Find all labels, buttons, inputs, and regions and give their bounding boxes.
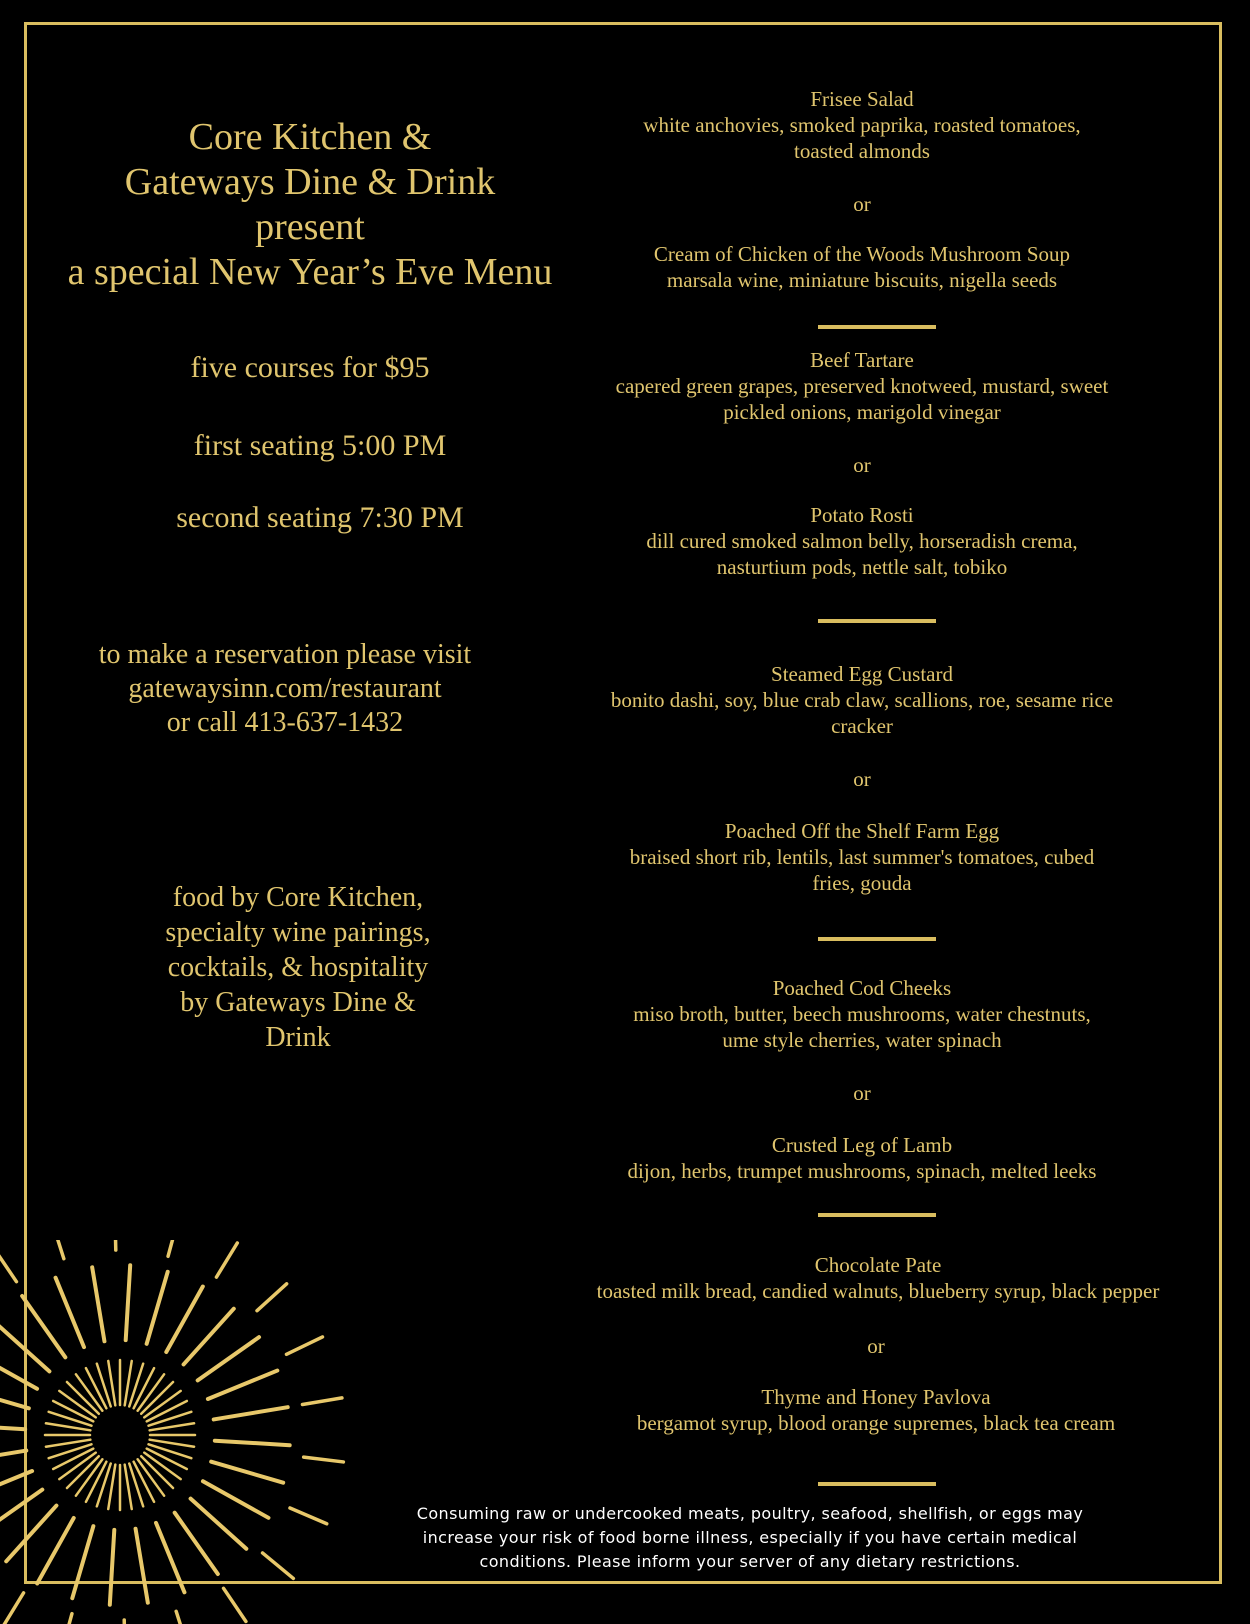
credits-line-3: cocktails, & hospitality <box>167 952 429 983</box>
food-safety-disclaimer <box>380 1502 1120 1574</box>
dish-name: Crusted Leg of Lamb <box>771 1133 953 1157</box>
title-line-3: present <box>255 206 365 248</box>
course-4-option-2 <box>556 1132 1168 1184</box>
disclaimer-line-1: Consuming raw or undercooked meats, poultry, seafood, shellfish, or eggs may <box>416 1504 1084 1523</box>
dish-name: Steamed Egg Custard <box>771 662 953 686</box>
dish-description: pickled onions, marigold vinegar <box>723 400 1001 424</box>
course-divider <box>818 1213 936 1217</box>
dish-description: cracker <box>831 714 893 738</box>
dish-name: Cream of Chicken of the Woods Mushroom Soup <box>653 242 1071 266</box>
or-separator: or <box>853 1081 871 1105</box>
course-2-option-1 <box>556 347 1168 425</box>
course-divider <box>818 1482 936 1486</box>
course-3-option-2 <box>556 818 1168 896</box>
dish-description: bonito dashi, soy, blue crab claw, scallions, roe, sesame rice <box>610 688 1114 712</box>
course-divider <box>818 619 936 623</box>
credits-line-4: by Gateways Dine & <box>180 987 416 1018</box>
dish-name: Potato Rosti <box>810 503 914 527</box>
dish-description: dill cured smoked salmon belly, horseradish crema, <box>646 529 1078 553</box>
dish-description: dijon, herbs, trumpet mushrooms, spinach, melted leeks <box>627 1159 1097 1183</box>
or-separator: or <box>853 192 871 216</box>
dish-name: Thyme and Honey Pavlova <box>761 1385 991 1409</box>
second-seating-text: second seating 7:30 PM <box>176 501 464 534</box>
course-divider <box>818 937 936 941</box>
course-3-option-1 <box>556 661 1168 739</box>
dish-description: ume style cherries, water spinach <box>722 1028 1002 1052</box>
course-1-option-1 <box>556 86 1168 164</box>
title-line-2: Gateways Dine & Drink <box>124 161 496 203</box>
reservation-link[interactable]: gatewaysinn.com/restaurant <box>128 673 442 704</box>
course-1-option-2 <box>556 241 1168 293</box>
course-divider <box>818 325 936 329</box>
disclaimer-line-2: increase your risk of food borne illness, especially if you have certain medical <box>422 1528 1078 1547</box>
dish-description: braised short rib, lentils, last summer's tomatoes, cubed <box>629 845 1095 869</box>
course-5-option-2 <box>570 1384 1182 1436</box>
dish-description: bergamot syrup, blood orange supremes, black tea cream <box>636 1411 1116 1435</box>
title-line-1: Core Kitchen & <box>188 116 432 158</box>
price-text: five courses for $95 <box>190 351 430 384</box>
dish-name: Beef Tartare <box>810 348 914 372</box>
first-seating-text: first seating 5:00 PM <box>193 429 447 462</box>
dish-description: toasted milk bread, candied walnuts, blueberry syrup, black pepper <box>596 1279 1160 1303</box>
dish-name: Chocolate Pate <box>814 1253 942 1277</box>
title-line-4: a special New Year’s Eve Menu <box>67 251 553 293</box>
or-separator: or <box>853 767 871 791</box>
reservation-phone[interactable]: or call 413-637-1432 <box>166 707 404 738</box>
dish-name: Poached Cod Cheeks <box>772 976 952 1000</box>
menu-title <box>40 115 580 295</box>
dish-name: Poached Off the Shelf Farm Egg <box>724 819 1000 843</box>
dish-description: white anchovies, smoked paprika, roasted tomatoes, <box>643 113 1081 137</box>
dish-description: miso broth, butter, beech mushrooms, water chestnuts, <box>633 1002 1091 1026</box>
credits-line-2: specialty wine pairings, <box>165 917 431 948</box>
dish-description: capered green grapes, preserved knotweed, mustard, sweet <box>615 374 1109 398</box>
firework-burst-icon <box>0 1240 360 1624</box>
course-5-option-1 <box>548 1252 1208 1304</box>
course-2-option-2 <box>556 502 1168 580</box>
or-separator: or <box>867 1334 885 1358</box>
dish-description: fries, gouda <box>812 871 912 895</box>
credits-line-5: Drink <box>265 1022 331 1053</box>
reservation-info <box>35 638 535 740</box>
credits-line-1: food by Core Kitchen, <box>172 882 424 913</box>
dish-name: Frisee Salad <box>810 87 914 111</box>
course-4-option-1 <box>556 975 1168 1053</box>
reservation-line-1: to make a reservation please visit <box>98 639 472 670</box>
or-separator: or <box>853 453 871 477</box>
dish-description: toasted almonds <box>794 139 930 163</box>
disclaimer-line-3: conditions. Please inform your server of any dietary restrictions. <box>479 1552 1021 1571</box>
dish-description: marsala wine, miniature biscuits, nigella seeds <box>666 268 1058 292</box>
dish-description: nasturtium pods, nettle salt, tobiko <box>716 555 1008 579</box>
credits-text <box>118 880 478 1055</box>
